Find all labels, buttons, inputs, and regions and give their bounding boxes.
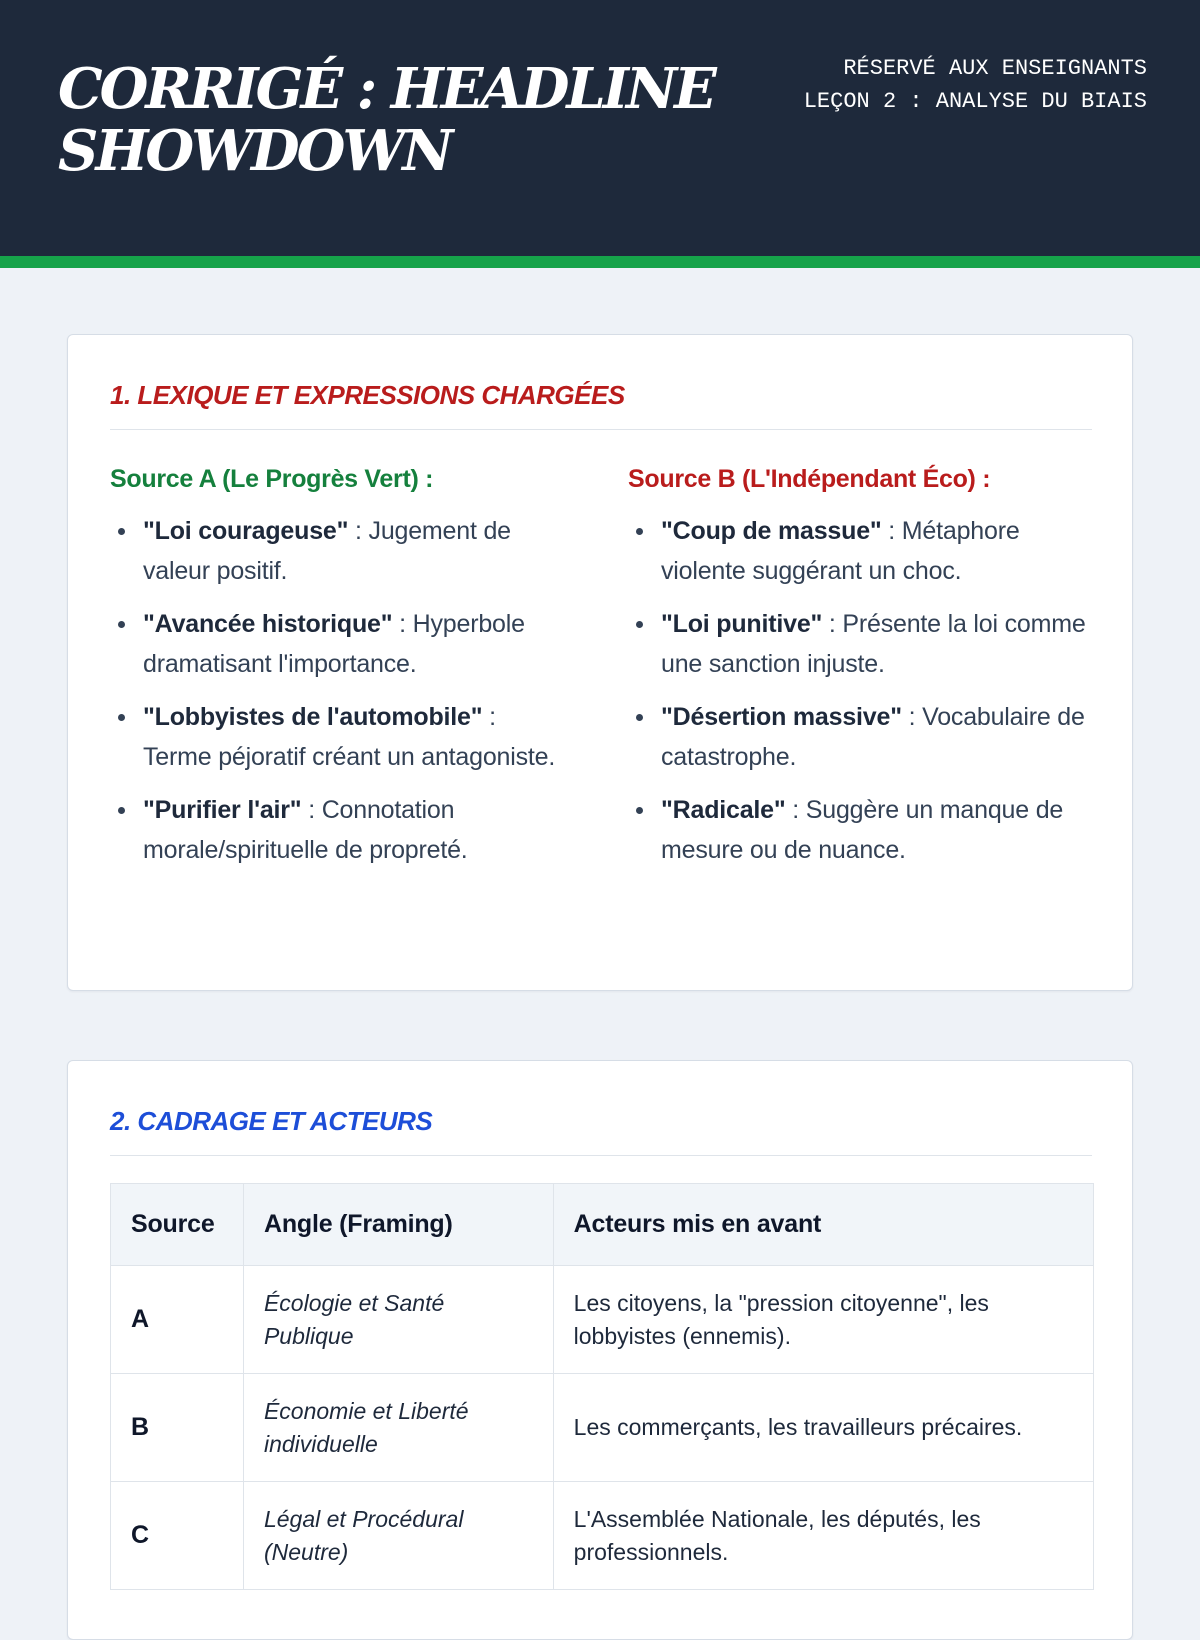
list-item	[110, 697, 570, 777]
cadrage-title: 2. CADRAGE ET ACTEURS	[110, 1105, 1092, 1156]
cell-actors: Les commerçants, les travailleurs précaires.	[553, 1374, 1093, 1482]
cadrage-section	[67, 1060, 1133, 1640]
source-b-list	[628, 511, 1088, 870]
cell-actors: Les citoyens, la "pression citoyenne", les lobbyistes (ennemis).	[553, 1266, 1093, 1374]
term: "Radicale"	[661, 796, 786, 824]
cell-actors: L'Assemblée Nationale, les députés, les professionnels.	[553, 1482, 1093, 1590]
table-row	[111, 1374, 1094, 1482]
source-b-heading: Source B (L'Indépendant Éco) :	[628, 465, 991, 493]
term: "Avancée historique"	[143, 610, 393, 638]
list-item	[628, 604, 1088, 684]
table-row	[111, 1482, 1094, 1590]
page-title: CORRIGÉ : HEADLINE SHOWDOWN	[58, 56, 714, 184]
cell-source: C	[111, 1482, 244, 1590]
term: "Loi punitive"	[661, 610, 823, 638]
cell-angle: Écologie et Santé Publique	[243, 1266, 553, 1374]
list-item	[110, 511, 570, 591]
page-header	[0, 0, 1200, 268]
cell-source: A	[111, 1266, 244, 1374]
source-a-heading: Source A (Le Progrès Vert) :	[110, 465, 434, 493]
table-header-row	[111, 1184, 1094, 1266]
framing-table	[110, 1183, 1094, 1590]
term-description: : Suggère un manque de mesure ou de nuance.	[661, 796, 1064, 864]
column-header-angle: Angle (Framing)	[243, 1184, 553, 1266]
cell-angle: Économie et Liberté individuelle	[243, 1374, 553, 1482]
term-description: : Jugement de valeur positif.	[143, 517, 511, 585]
table-row	[111, 1266, 1094, 1374]
cell-source: B	[111, 1374, 244, 1482]
column-header-actors: Acteurs mis en avant	[553, 1184, 1093, 1266]
lexique-section	[67, 334, 1133, 991]
list-item	[110, 790, 570, 870]
header-meta	[747, 52, 1147, 118]
term: "Loi courageuse"	[143, 517, 349, 545]
term: "Coup de massue"	[661, 517, 882, 545]
term-description: : Hyperbole dramatisant l'importance.	[143, 610, 525, 678]
lexique-title: 1. LEXIQUE ET EXPRESSIONS CHARGÉES	[110, 379, 1092, 430]
audience-label: RÉSERVÉ AUX ENSEIGNANTS	[843, 56, 1147, 81]
cell-angle: Légal et Procédural (Neutre)	[243, 1482, 553, 1590]
list-item	[628, 697, 1088, 777]
lesson-label: LEÇON 2 : ANALYSE DU BIAIS	[803, 89, 1147, 114]
column-header-source: Source	[111, 1184, 244, 1266]
term-description: : Vocabulaire de catastrophe.	[661, 703, 1085, 771]
term-description: : Métaphore violente suggérant un choc.	[661, 517, 1020, 585]
list-item	[628, 790, 1088, 870]
list-item	[110, 604, 570, 684]
term: "Désertion massive"	[661, 703, 902, 731]
term: "Purifier l'air"	[143, 796, 302, 824]
source-a-list	[110, 511, 570, 870]
list-item	[628, 511, 1088, 591]
term-description: : Connotation morale/spirituelle de propreté.	[143, 796, 468, 864]
source-b-column	[628, 463, 1088, 883]
term-description: : Terme péjoratif créant un antagoniste.	[143, 703, 556, 771]
term-description: : Présente la loi comme une sanction injuste.	[661, 610, 1086, 678]
term: "Lobbyistes de l'automobile"	[143, 703, 483, 731]
source-a-column	[110, 463, 570, 883]
